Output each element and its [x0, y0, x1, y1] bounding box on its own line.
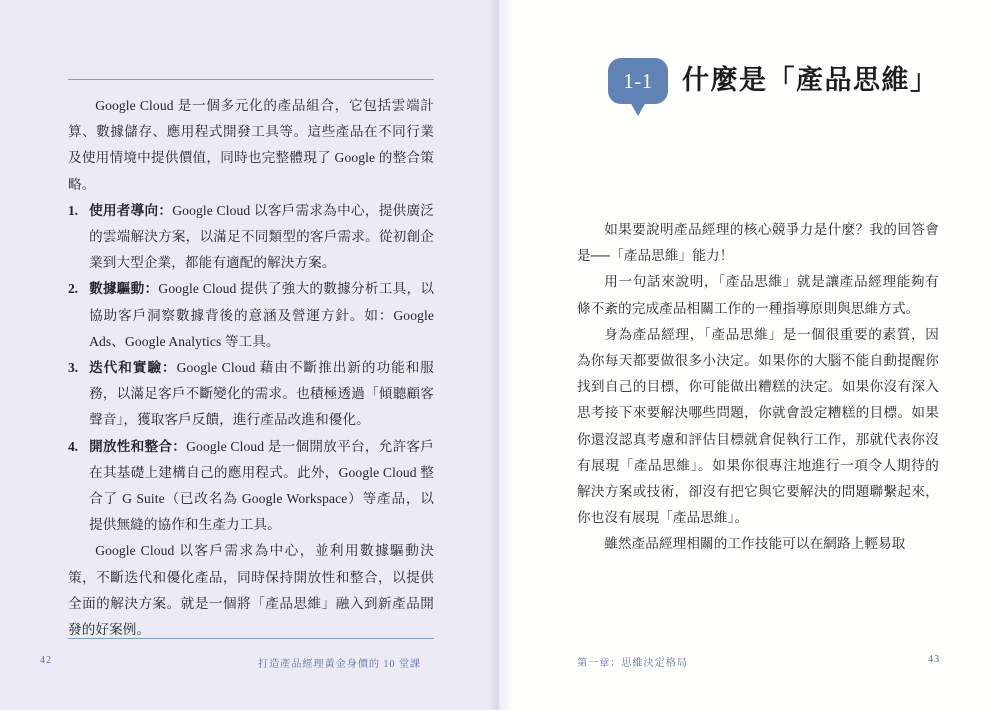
section-number-badge	[608, 58, 668, 116]
list-item-marker: 1.	[68, 202, 78, 218]
right-page-paragraph-4: 雖然產品經理相關的工作技能可以在網路上輕易取	[604, 536, 906, 552]
list-item-heading: 開放性和整合：	[89, 438, 187, 454]
list-item	[68, 276, 434, 355]
list-item-marker: 3.	[68, 360, 78, 376]
right-page-folio: 43	[928, 654, 940, 665]
right-page-paragraph-1: 如果要說明產品經理的核心競爭力是什麼？我的回答會是──「產品思維」能力！	[577, 222, 939, 264]
left-page-numbered-list	[68, 198, 434, 539]
list-item-text: Google Cloud 提供了強大的數據分析工具，以協助客戶洞察數據背後的意涵及營運方針。如：Google Ads、Google Analytics 等工具。	[89, 281, 435, 349]
list-item-marker: 4.	[68, 438, 78, 454]
left-page-bottom-rule	[68, 638, 434, 639]
right-page-paragraph-3: 身為產品經理，「產品思維」是一個很重要的素質，因為你每天都要做很多小決定。如果你的大腦不能自動提醒你找到自己的目標，你可能做出糟糕的決定。如果你沒有深入思考接下來要解決哪些問題，你就會設定糟糕的目標。如果你還沒認真考慮和評估目標就倉促執行工作，那就代表你沒有展現「產品思維」。如果你很專注地進行一項令人期待的解決方案或技術，卻沒有把它與它要解決的問題聯繫起來，你也沒有展現「產品思維」。	[577, 326, 939, 526]
left-page-paragraph-1: Google Cloud 是一個多元化的產品組合，它包括雲端計算、數據儲存、應用程式開發工具等。這些產品在不同行業及使用情境中提供價值，同時也完整體現了 Google 的整合策略。	[68, 98, 434, 192]
left-page	[0, 0, 499, 710]
right-page-running-head: 第一章：思維決定格局	[577, 658, 688, 669]
list-item-text: Google Cloud 是一個開放平台，允許客戶在其基礎上建構自己的應用程式。此外，Google Cloud 整合了 G Suite（已改名為 Google Workspace）等產品，以提供無縫的協作和生產力工具。	[89, 438, 434, 533]
left-page-running-head: 打造產品經理黃金身價的 10 堂課	[258, 659, 422, 670]
list-item-heading: 迭代和實驗：	[89, 360, 177, 376]
list-item	[68, 434, 434, 539]
right-page-body	[577, 217, 939, 558]
list-item-heading: 數據驅動：	[89, 281, 159, 297]
left-page-top-rule	[68, 79, 434, 80]
left-page-body	[68, 93, 434, 643]
list-item-text: Google Cloud 以客戶需求為中心，提供廣泛的雲端解決方案，以滿足不同類型的客戶需求。從初創企業到大型企業，都能有適配的解決方案。	[89, 202, 434, 271]
list-item-marker: 2.	[68, 281, 78, 297]
section-heading	[608, 58, 939, 116]
list-item-text: Google Cloud 藉由不斷推出新的功能和服務，以滿足客戶不斷變化的需求。也積極透過「傾聽顧客聲音」，獲取客戶反饋，進行產品改進和優化。	[89, 360, 434, 428]
left-page-closing-paragraph: Google Cloud 以客戶需求為中心，並利用數據驅動決策，不斷迭代和優化產品，同時保持開放性和整合，以提供全面的解決方案。就是一個將「產品思維」融入到新產品開發的好案例。	[68, 543, 434, 638]
speech-bubble-tail-icon	[630, 102, 646, 116]
section-title: 什麼是「產品思維」	[682, 65, 939, 95]
list-item	[68, 355, 434, 434]
right-page-paragraph-2: 用一句話來說明，「產品思維」就是讓產品經理能夠有條不紊的完成產品相關工作的一種指導原則與思維方式。	[577, 274, 939, 316]
list-item-heading: 使用者導向：	[89, 202, 173, 218]
list-item	[68, 198, 434, 277]
section-number-label: 1-1	[608, 58, 668, 104]
left-page-folio: 42	[40, 655, 52, 666]
